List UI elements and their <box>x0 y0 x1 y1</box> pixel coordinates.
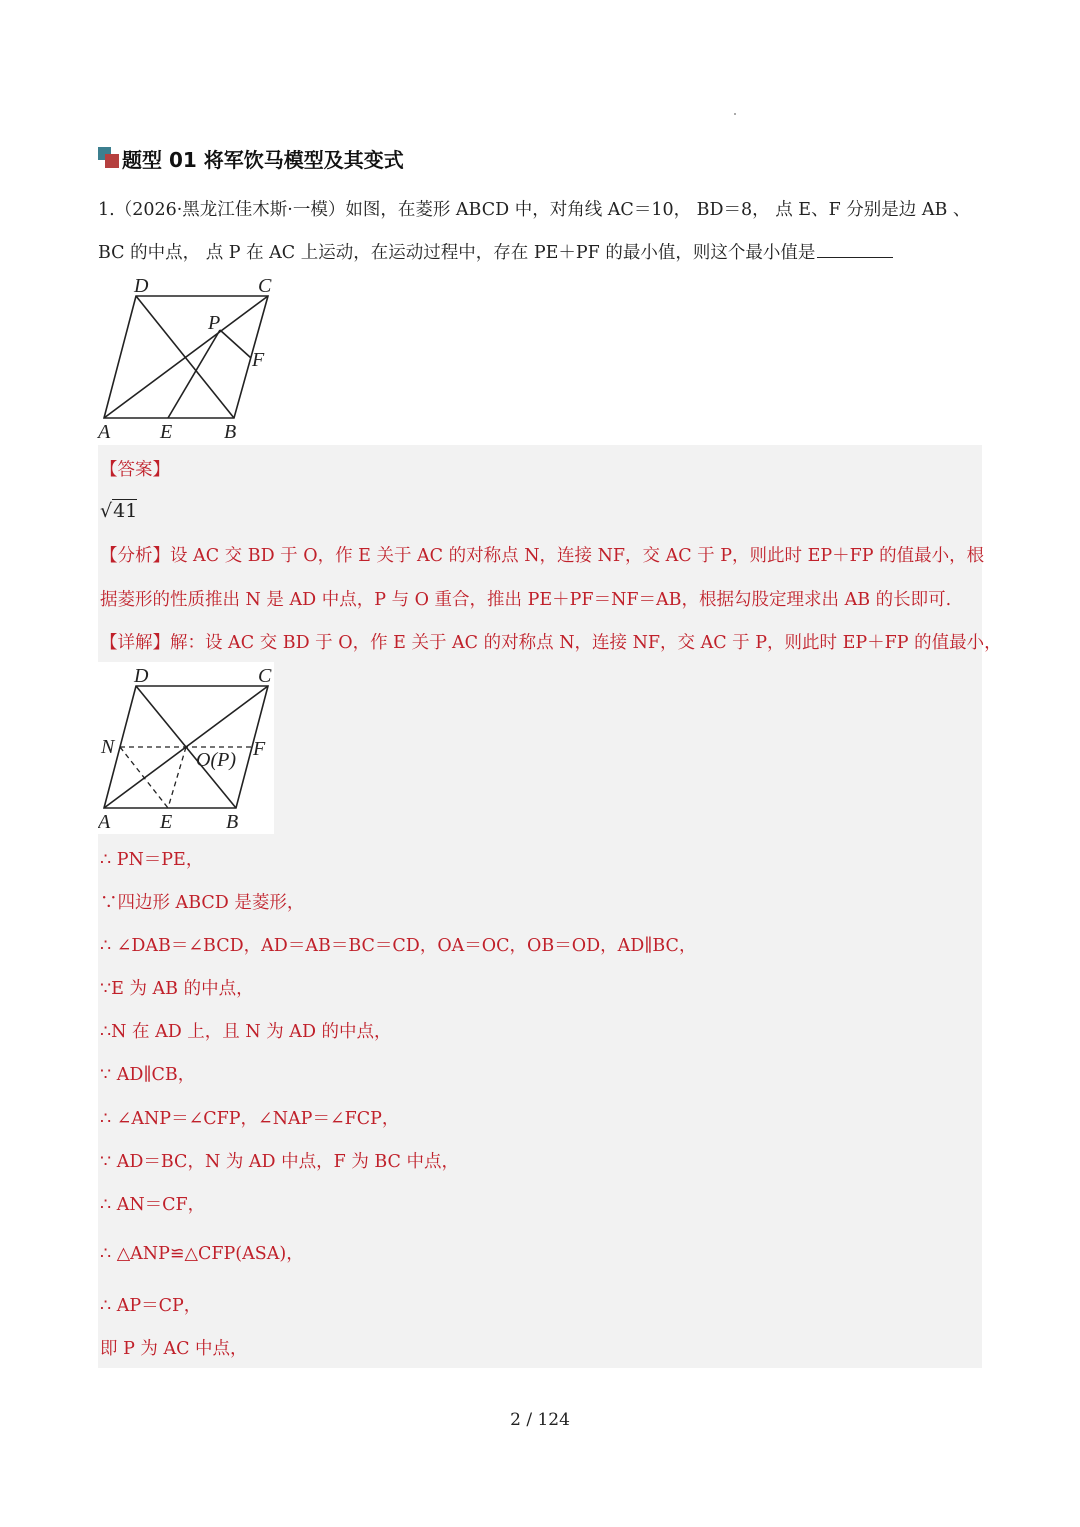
rhombus-figure-2 <box>98 662 274 834</box>
answer-value <box>100 500 137 522</box>
step-11: ∴ AP＝CP， <box>100 1296 202 1316</box>
label2-b: B <box>226 811 239 833</box>
label2-f: F <box>253 738 266 760</box>
step-2: ∵四边形 ABCD 是菱形， <box>100 893 305 913</box>
square-icon <box>98 147 120 169</box>
answer-blank <box>817 257 893 258</box>
step-4: ∵E 为 AB 的中点， <box>100 979 254 999</box>
page-number: 2 / 124 <box>510 1410 570 1430</box>
label2-n: N <box>101 736 115 758</box>
step-5: ∴N 在 AD 上，且 N 为 AD 的中点， <box>100 1022 392 1042</box>
label2-a: A <box>98 811 111 833</box>
section-title: 题型 01 将军饮马模型及其变式 <box>122 147 404 172</box>
answer-radicand: 41 <box>113 500 138 522</box>
step-9: ∴ AN＝CF， <box>100 1195 206 1215</box>
question-line-2-text: BC 的中点， 点 P 在 AC 上运动，在运动过程中，存在 PE＋PF 的最小值，则这个最小值是 <box>98 243 816 263</box>
analysis-line-1: 【分析】设 AC 交 BD 于 O，作 E 关于 AC 的对称点 N，连接 NF，交 AC 于 P，则此时 EP＋FP 的值最小，根 <box>100 546 985 566</box>
analysis-line-2: 据菱形的性质推出 N 是 AD 中点，P 与 O 重合，推出 PE＋PF＝NF＝AB，根据勾股定理求出 AB 的长即可. <box>100 590 952 610</box>
label2-c: C <box>258 665 272 687</box>
label-p: P <box>208 312 221 334</box>
label-b: B <box>224 421 237 443</box>
step-12: 即 P 为 AC 中点， <box>100 1339 248 1359</box>
label-f: F <box>252 349 265 371</box>
step-1: ∴ PN＝PE， <box>100 850 204 870</box>
step-3: ∴ ∠DAB＝∠BCD，AD＝AB＝BC＝CD，OA＝OC，OB＝OD，AD∥BC， <box>100 936 697 956</box>
speck <box>734 113 736 115</box>
step-8: ∵ AD＝BC，N 为 AD 中点，F 为 BC 中点， <box>100 1152 460 1172</box>
question-line-2 <box>98 239 893 264</box>
label2-op: O(P) <box>196 749 236 771</box>
step-6: ∵ AD∥CB， <box>100 1065 196 1085</box>
question-line-1: 1.（2026·黑龙江佳木斯·一模）如图，在菱形 ABCD 中，对角线 AC＝10， BD＝8， 点 E、F 分别是边 AB 、 <box>98 200 971 220</box>
sqrt-answer: √41 <box>100 500 138 522</box>
answer-label: 【答案】 <box>100 460 170 480</box>
section-heading <box>98 143 404 173</box>
detail-intro: 【详解】解：设 AC 交 BD 于 O，作 E 关于 AC 的对称点 N，连接 NF，交 AC 于 P，则此时 EP＋FP 的值最小， <box>100 633 1002 653</box>
step-10: ∴ △ANP≌△CFP(ASA)， <box>100 1244 304 1264</box>
label2-e: E <box>160 811 173 833</box>
label-d: D <box>134 275 149 297</box>
step-7: ∴ ∠ANP＝∠CFP，∠NAP＝∠FCP， <box>100 1109 400 1129</box>
label-a: A <box>98 421 111 443</box>
label-c: C <box>258 275 272 297</box>
rhombus-figure-1 <box>96 272 286 444</box>
label-e: E <box>160 421 173 443</box>
label2-d: D <box>134 665 149 687</box>
